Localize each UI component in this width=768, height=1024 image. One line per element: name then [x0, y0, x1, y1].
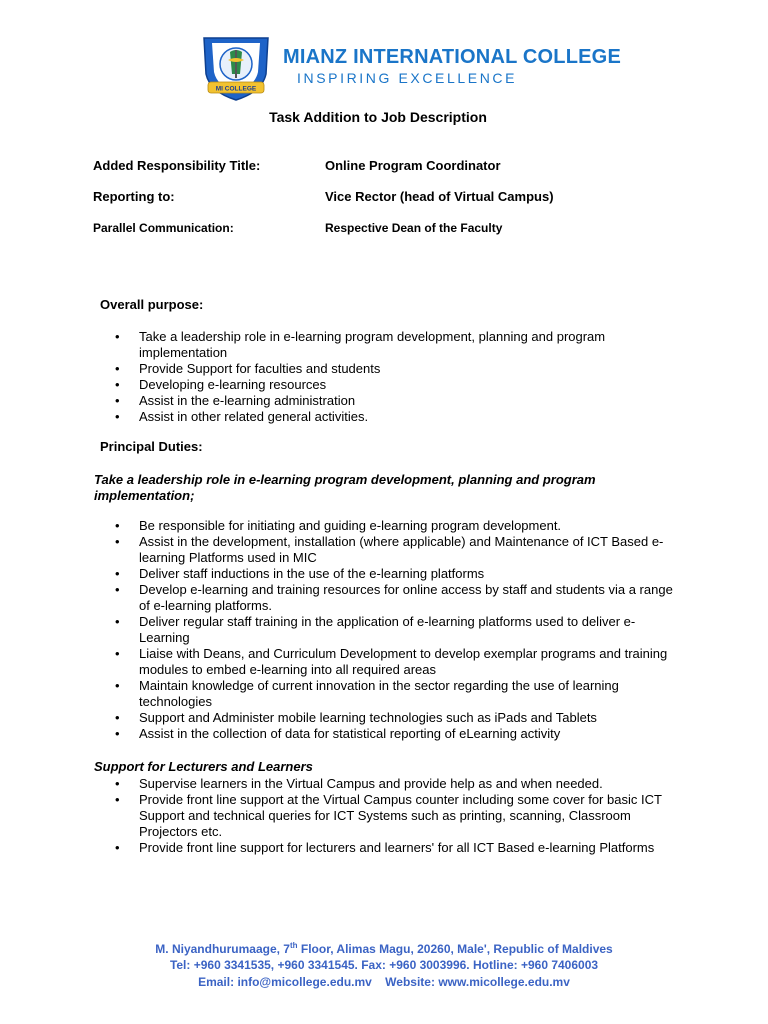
svg-text:MI COLLEGE: MI COLLEGE [215, 85, 257, 93]
principal-duties-heading: Principal Duties: [100, 439, 203, 454]
college-tagline: INSPIRING EXCELLENCE [297, 70, 518, 86]
list-item: • Assist in the development, installation (where applicable) and Maintenance of ICT Based e-learning Platforms used in MIC [94, 534, 684, 566]
list-item: • Provide front line support at the Virtual Campus counter including some cover for basic ICT Support and technical queries for ICT Systems such as printing, scanning, Classroom Projectors etc. [94, 792, 684, 840]
list-item: • Assist in other related general activities. [94, 409, 684, 425]
list-item: • Developing e-learning resources [94, 377, 684, 393]
college-logo [200, 34, 272, 102]
list-item: • Develop e-learning and training resources for online access by staff and students via a range of e-learning platforms. [94, 582, 684, 614]
support-heading: Support for Lecturers and Learners [94, 759, 313, 774]
list-item: • Provide Support for faculties and students [94, 361, 684, 377]
list-item: • Supervise learners in the Virtual Campus and provide help as and when needed. [94, 776, 684, 792]
email-link[interactable]: info@micollege.edu.mv [237, 975, 372, 989]
footer-address: M. Niyandhurumaage, 7th Floor, Alimas Magu, 20260, Male', Republic of Maldives [155, 941, 613, 956]
list-item: • Provide front line support for lecturers and learners' for all ICT Based e-learning Platforms [94, 840, 684, 856]
document-title: Task Addition to Job Description [269, 109, 487, 125]
field-label-parallel-communication: Parallel Communication: [93, 221, 234, 235]
list-item: • Liaise with Deans, and Curriculum Development to develop exemplar programs and training modules to embed e-learning into all required areas [94, 646, 684, 678]
footer-contact: Email: info@micollege.edu.mv Website: www.micollege.edu.mv [198, 975, 570, 989]
support-list [94, 776, 684, 856]
field-label-responsibility-title: Added Responsibility Title: [93, 158, 261, 173]
list-item: • Assist in the e-learning administration [94, 393, 684, 409]
principal-duties-list [94, 518, 684, 742]
website-link[interactable]: www.micollege.edu.mv [438, 975, 570, 989]
list-item: • Maintain knowledge of current innovation in the sector regarding the use of learning technologies [94, 678, 684, 710]
principal-duties-subheading: Take a leadership role in e-learning program development, planning and program implementation; [94, 472, 596, 503]
list-item: • Support and Administer mobile learning technologies such as iPads and Tablets [94, 710, 684, 726]
list-item: • Deliver staff inductions in the use of the e-learning platforms [94, 566, 684, 582]
field-label-reporting-to: Reporting to: [93, 189, 175, 204]
overall-purpose-list [94, 329, 684, 425]
list-item: • Take a leadership role in e-learning program development, planning and program implementation [94, 329, 684, 361]
field-value-reporting-to: Vice Rector (head of Virtual Campus) [325, 189, 554, 204]
list-item: • Assist in the collection of data for statistical reporting of eLearning activity [94, 726, 684, 742]
overall-purpose-heading: Overall purpose: [100, 297, 204, 312]
list-item: • Deliver regular staff training in the application of e-learning platforms used to deliver e-Learning [94, 614, 684, 646]
field-value-parallel-communication: Respective Dean of the Faculty [325, 221, 503, 235]
field-value-responsibility-title: Online Program Coordinator [325, 158, 501, 173]
footer-phones: Tel: +960 3341535, +960 3341545. Fax: +960 3003996. Hotline: +960 7406003 [169, 958, 599, 972]
list-item: • Be responsible for initiating and guiding e-learning program development. [94, 518, 684, 534]
college-name: MIANZ INTERNATIONAL COLLEGE [283, 46, 621, 68]
